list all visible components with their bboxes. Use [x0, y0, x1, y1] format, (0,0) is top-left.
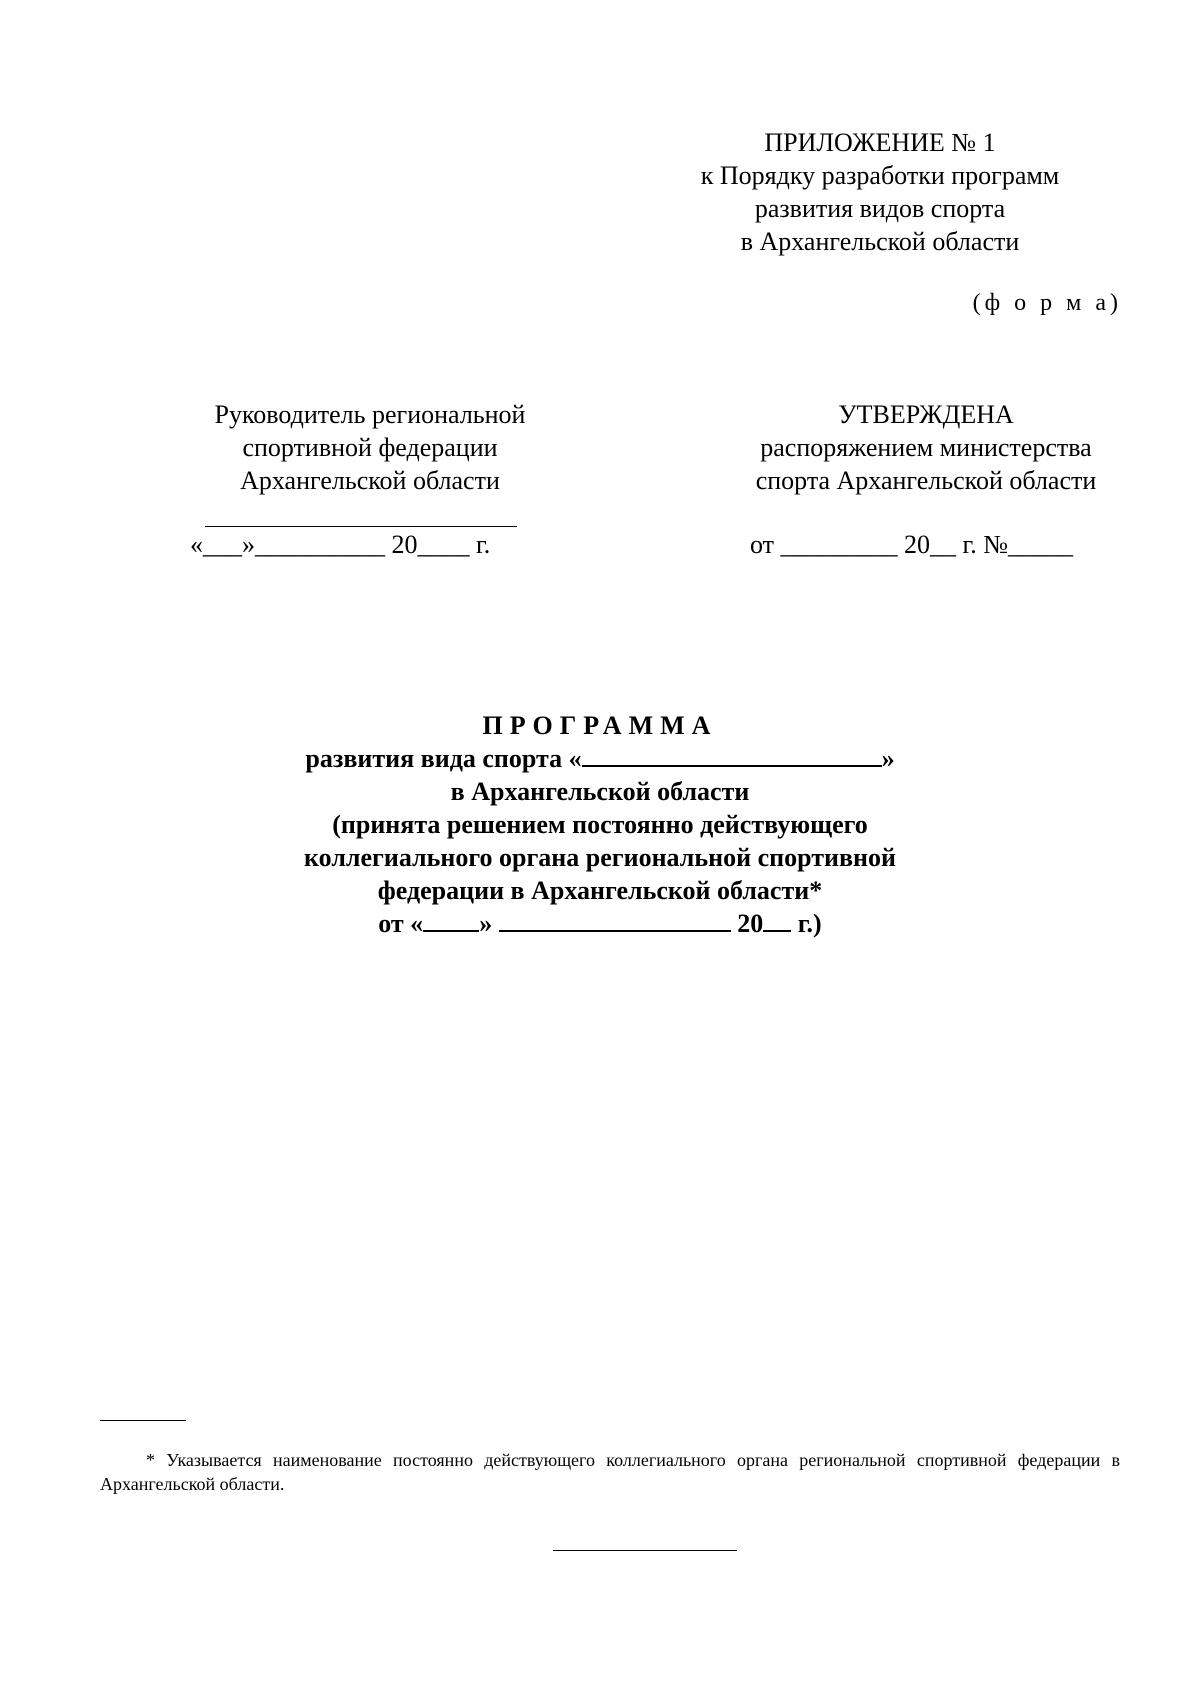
year-blank — [763, 908, 791, 932]
program-sport-prefix: развития вида спорта « — [305, 744, 582, 773]
approval-title: УТВЕРЖДЕНА — [838, 400, 1014, 429]
program-line: федерации в Архангельской области* — [377, 876, 823, 905]
federation-head-line: спортивной федерации — [242, 433, 498, 462]
program-date-quote: » — [479, 909, 499, 938]
program-line: (принята решением постоянно действующего — [332, 810, 868, 839]
approval-line: распоряжением министерства — [760, 433, 1092, 462]
approval-line: спорта Архангельской области — [755, 466, 1097, 495]
appendix-line: в Архангельской области — [740, 227, 1020, 256]
federation-head-block — [170, 398, 570, 497]
sport-name-blank — [582, 743, 882, 767]
approval-block — [736, 398, 1116, 497]
signature-line — [205, 526, 517, 527]
appendix-line: к Порядку разработки программ — [700, 161, 1060, 190]
footnote: * Указывается наименование постоянно действующего коллегиального органа региональной спортивной федерации в Архангельской области. — [100, 1450, 1120, 1494]
program-date-suffix: г.) — [791, 909, 822, 938]
program-date-year: 20 — [730, 909, 764, 938]
appendix-header — [660, 126, 1100, 258]
program-line: коллегиального органа региональной спортивной — [304, 843, 896, 872]
appendix-line: развития видов спорта — [754, 194, 1006, 223]
program-date-line — [230, 907, 970, 940]
footnote-separator — [100, 1420, 186, 1421]
program-title-block — [230, 709, 970, 940]
program-sport-suffix: » — [881, 744, 895, 773]
program-title: ПРОГРАММА — [482, 711, 718, 740]
end-separator — [553, 1550, 737, 1551]
month-blank — [499, 908, 731, 932]
federation-head-line: Архангельской области — [240, 466, 500, 495]
federation-date-field: «___»__________ 20____ г. — [190, 530, 491, 559]
approval-date-field: от _________ 20__ г. №_____ — [750, 530, 1074, 559]
program-line: в Архангельской области — [450, 777, 750, 806]
federation-head-line: Руководитель региональной — [214, 400, 526, 429]
program-date-prefix: от « — [378, 909, 424, 938]
program-sport-line — [230, 742, 970, 775]
day-blank — [423, 908, 479, 932]
appendix-number: ПРИЛОЖЕНИЕ № 1 — [764, 128, 996, 157]
form-label: (ф о р м а) — [972, 290, 1122, 316]
